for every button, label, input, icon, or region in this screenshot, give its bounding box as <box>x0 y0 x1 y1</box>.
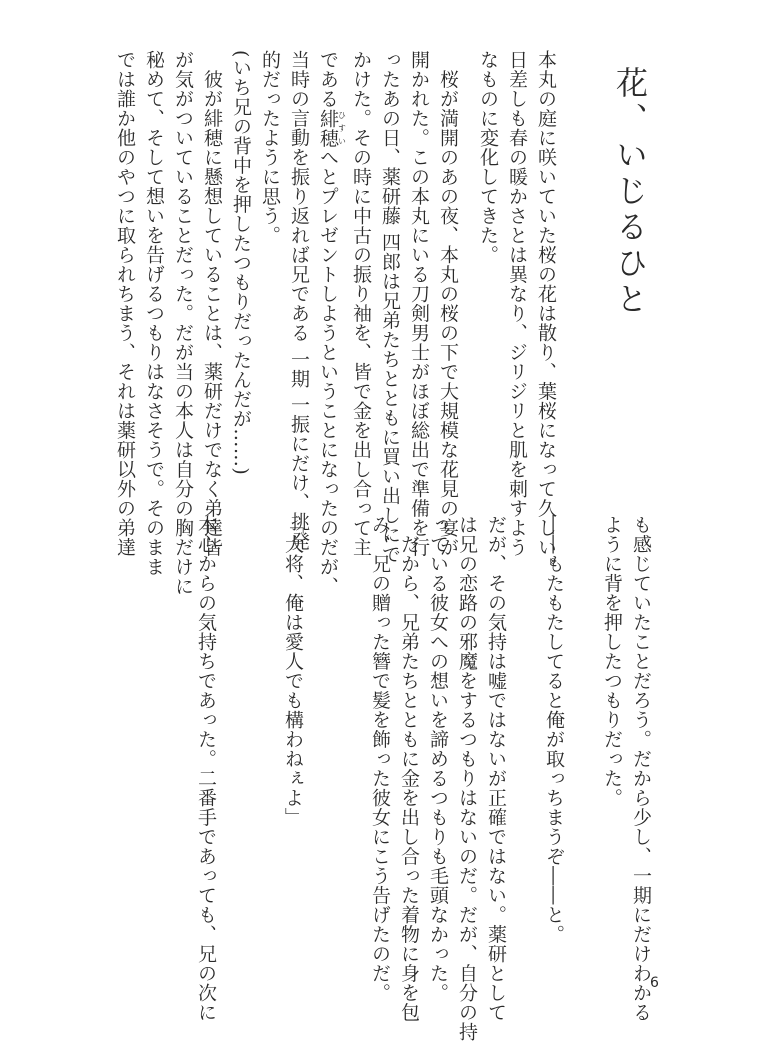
blank-line <box>336 515 365 1042</box>
blank-line <box>307 515 336 1042</box>
blank-line <box>568 515 597 1042</box>
text-line: 日差しも春の暖かさとは異なり、ジリジリと肌を刺すよう <box>506 50 528 557</box>
text-line: ったあの日、薬研藤 四郎は兄弟たちとともに買い出しにで <box>379 50 401 564</box>
text-line: 当時の言動を振り返れば兄である 一期 一振にだけ、挑発 <box>288 50 310 551</box>
text-line: 桜が満開のあの夜、本丸の桜の下で大規模な花見の宴が <box>437 50 459 557</box>
bottom-text-block <box>191 515 655 1042</box>
text-line: (いち兄の背中を押したつもりだったんだが……) <box>230 50 252 476</box>
text-line: だが、その気持は嘘ではないが正確ではない。薬研として <box>485 515 507 1022</box>
text-line: では誰か他のやつに取られちまう、それは薬研以外の弟達 <box>114 50 136 557</box>
text-line: は兄の恋路の邪魔をするつもりはないのだ。だが、自分の持 <box>456 515 478 1042</box>
blank-line <box>510 515 539 1042</box>
ruby-base: 緋穂 <box>317 108 339 148</box>
dialogue-line: 「大将、俺は愛人でも構わねぇよ」 <box>282 515 304 827</box>
blank-line <box>249 515 278 1042</box>
text-line: 本心からの気持ちであった。二番手であっても、兄の次に <box>195 515 217 1022</box>
text-line: 彼が緋穂に懸想していることは、薬研だけでなく弟達皆 <box>201 50 223 557</box>
story-title: 花、いじるひと <box>611 66 649 318</box>
text-line: なものに変化してきた。 <box>477 50 499 265</box>
ruby-reading: ひすい <box>337 108 347 148</box>
text-line: っている彼女への想いを諦めるつもりも毛頭なかった。 <box>427 515 449 1003</box>
ruby-name <box>317 108 347 148</box>
text-line: 開かれた。この本丸にいる刀剣男士がほぼ総出で準備を行 <box>408 50 430 557</box>
text-line: 的だったように思う。 <box>259 50 281 245</box>
text-line: が気がついていることだった。だが当の本人は自分の胸だけに <box>172 50 194 596</box>
page-number: 6 <box>650 975 659 991</box>
text-line: 本丸の庭に咲いていた桜の花は散り、葉桜になって久しい。 <box>535 50 557 577</box>
blank-line <box>220 515 249 1042</box>
text-line: だから、兄弟たちとともに金を出し合った着物に身を包 <box>398 515 420 1022</box>
text-segment: へとプレゼントしようということになったのだが、 <box>317 147 339 596</box>
text-line: も感じていたことだろう。だから少し、一期にだけわかる <box>630 515 652 1022</box>
text-line: 秘めて、そして想いを告げるつもりはなさそうで。そのまま <box>143 50 165 577</box>
text-line: み、兄の贈った簪で髪を飾った彼女にこう告げたのだ。 <box>369 515 391 1003</box>
text-line: ように背を押したつもりだった。 <box>601 515 623 808</box>
text-line: かけた。その時に中古の振り袖を、皆で金を出し合って主 <box>350 50 372 557</box>
text-line: ――もたもたしてると俺が取っちまうぞ――と。 <box>543 515 565 944</box>
text-segment: である <box>317 50 339 109</box>
